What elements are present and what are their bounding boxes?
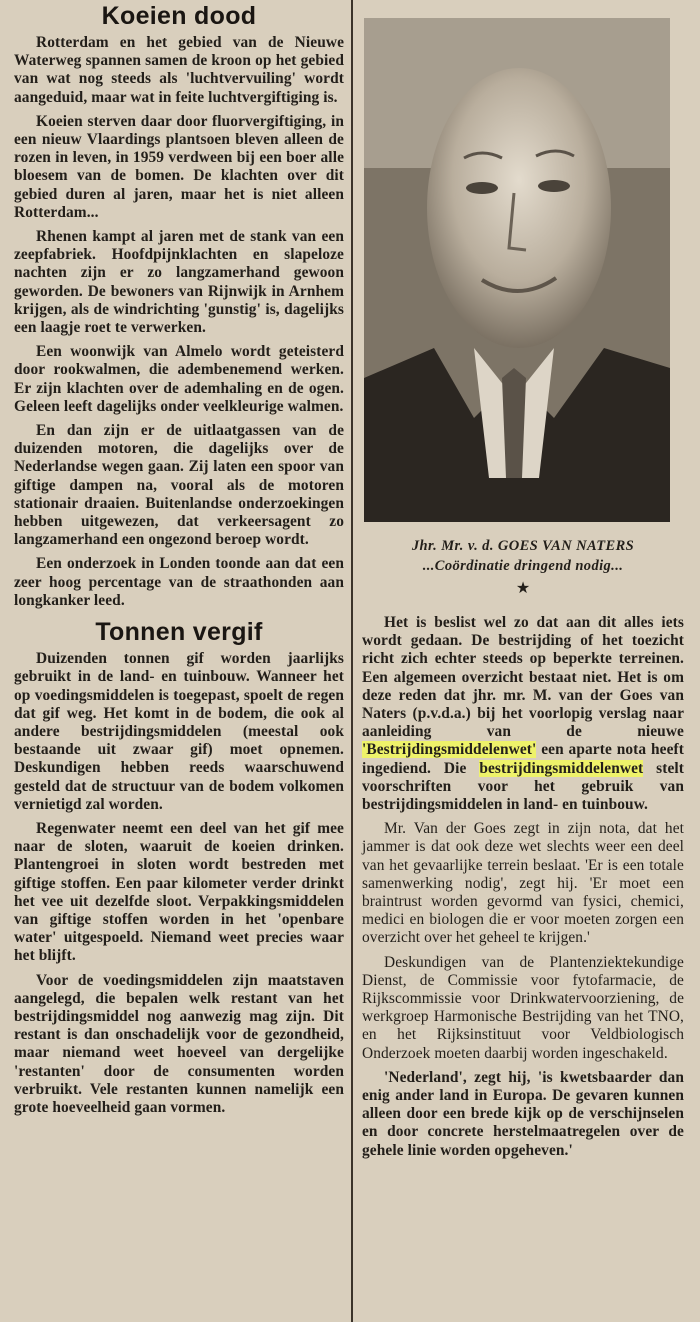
article-paragraph: Voor de voedingsmiddelen zijn maatstaven aangelegd, die bepalen welk restant van het bestrijdingsmiddel nog aanwezig mag zijn. Dit restant is dan onschadelijk voor de gezondheid, maar niemand weet hoeveel van dergelijke 'restanten' door de consumenten worden verbruikt. Vele restanten kunnen namelijk een grote hoeveelheid gaan vormen. (14, 971, 344, 1116)
article-paragraph: 'Nederland', zegt hij, 'is kwetsbaarder dan enig ander land in Europa. De gevaren kunnen alleen door een brede kijk op de verschijnselen en door concrete herstelmaatregelen over de gehele linie worden opgeheven.' (362, 1068, 684, 1159)
star-separator-icon: ★ (515, 580, 531, 597)
highlighted-term: 'Bestrijdingsmiddelenwet' (362, 741, 537, 759)
article-paragraph: En dan zijn er de uitlaatgassen van de duizenden motoren, die dagelijks over de Nederlandse wegen gaan. Zij laten een spoor van giftige dampen na, vooral als de motoren stationair draaien. Buitenlandse onderzoekingen hebben uitgewezen, dat verkeersagent zo langzamerhand een ongezond beroep wordt. (14, 422, 344, 549)
article-paragraph (362, 614, 684, 814)
article-paragraph: Koeien sterven daar door fluorvergiftiging, in een nieuw Vlaardings plantsoen bleven alleen de rozen in leven, in 1959 verdween bij een boer alle bloesem van de bomen. De klachten over dit gebied duren al jaren, maar het is niet alleen Rotterdam... (14, 112, 344, 221)
column-divider (351, 0, 353, 1322)
article-paragraph: Duizenden tonnen gif worden jaarlijks gebruikt in de land- en tuinbouw. Wanneer het op voedingsmiddelen is toegepast, spoelt de regen dat gif weg. Het komt in de bodem, die ook al andere bestrijdingsmiddelen (meestal ook bestaande uit zwaar gif) moet opnemen. Deskundigen hebben reeds waarschuwend gesteld dat de structuur van de bodem volkomen vernietigd zal worden. (14, 650, 344, 813)
headline-koeien-dood: Koeien dood (101, 2, 257, 30)
caption-name: Jhr. Mr. v. d. GOES VAN NATERS (411, 538, 635, 554)
paragraph-text: een aparte nota heeft ingediend. Die (362, 741, 684, 777)
article-paragraph: Deskundigen van de Plantenziektekundige Dienst, de Commissie voor fytofarmacie, de Rijkscommissie voor Drinkwatervoorziening, de werkgroep Harmonische Bestrijding van het TNO, en het Rijksinstituut voor Veldbiologisch Onderzoek moeten daarbij worden ingeschakeld. (362, 953, 684, 1062)
paragraph-text: stelt voorschriften voor het gebruik van bestrijdingsmiddelen in land- en tuinbouw. (362, 759, 685, 814)
article-paragraph: Een woonwijk van Almelo wordt geteisterd door rookwalmen, die adembenemend werken. Er zijn klachten over de ademhaling en de ogen. Geleen leeft dagelijks onder veelkleurige walmen. (14, 343, 344, 415)
left-column (14, 0, 344, 1123)
right-column (362, 0, 684, 1166)
portrait-photo (364, 18, 670, 522)
portrait-illustration (364, 18, 670, 522)
article-paragraph: Rotterdam en het gebied van de Nieuwe Waterweg spannen samen de kroon op het gebied van wat nog steeds als 'luchtvervuiling' wordt aangeduid, maar wat in feite luchtvergiftiging is. (14, 34, 344, 106)
headline-tonnen-vergif: Tonnen vergif (95, 618, 263, 647)
article-paragraph: Een onderzoek in Londen toonde aan dat een zeer hoog percentage van de straathonden aan longkanker leed. (14, 555, 344, 609)
article-paragraph: Mr. Van der Goes zegt in zijn nota, dat het jammer is dat ook deze wet slechts weer een deel van het gevaarlijke terrein beslaat. 'Er is een totale samenwerking nodig', zegt hij. 'Er moet een braintrust worden gevormd van fysici, chemici, medici en biologen die er voor moeten zorgen een overzicht over het geheel te krijgen.' (362, 820, 684, 947)
caption-quote: ...Coördinatie dringend nodig... (422, 558, 624, 574)
article-paragraph: Regenwater neemt een deel van het gif mee naar de sloten, waaruit de koeien drinken. Plantengroei in sloten wordt bestreden met giftige stoffen. Een paar kilometer verder drinkt het vee uit dezelfde sloot. Verpakkingsmiddelen van giftige stoffen worden in het 'openbare water' uitgespoeld. Niemand weet precies waar het blijft. (14, 819, 344, 965)
article-paragraph: Rhenen kampt al jaren met de stank van een zeepfabriek. Hoofdpijnklachten en slapeloze nachten zijn er zo langzamerhand gewoon geworden. De bewoners van Rijnwijk in Arnhem krijgen, als de windrichting 'gunstig' is, dagelijks een laagje roet te verwerken. (14, 228, 344, 337)
highlighted-term: bestrijdingsmiddelenwet (479, 759, 644, 777)
paragraph-text: Het is beslist wel zo dat aan dit alles iets wordt gedaan. De bestrijding of het toezicht richt zich echter steeds op beperkte terreinen. Een algemeen overzicht bestaat niet. Het is om deze reden dat jhr. mr. M. van der Goes van Naters (p.v.d.a.) bij het voorlopig verslag naar aanleiding van de nieuwe (362, 614, 684, 741)
photo-caption (362, 536, 684, 576)
